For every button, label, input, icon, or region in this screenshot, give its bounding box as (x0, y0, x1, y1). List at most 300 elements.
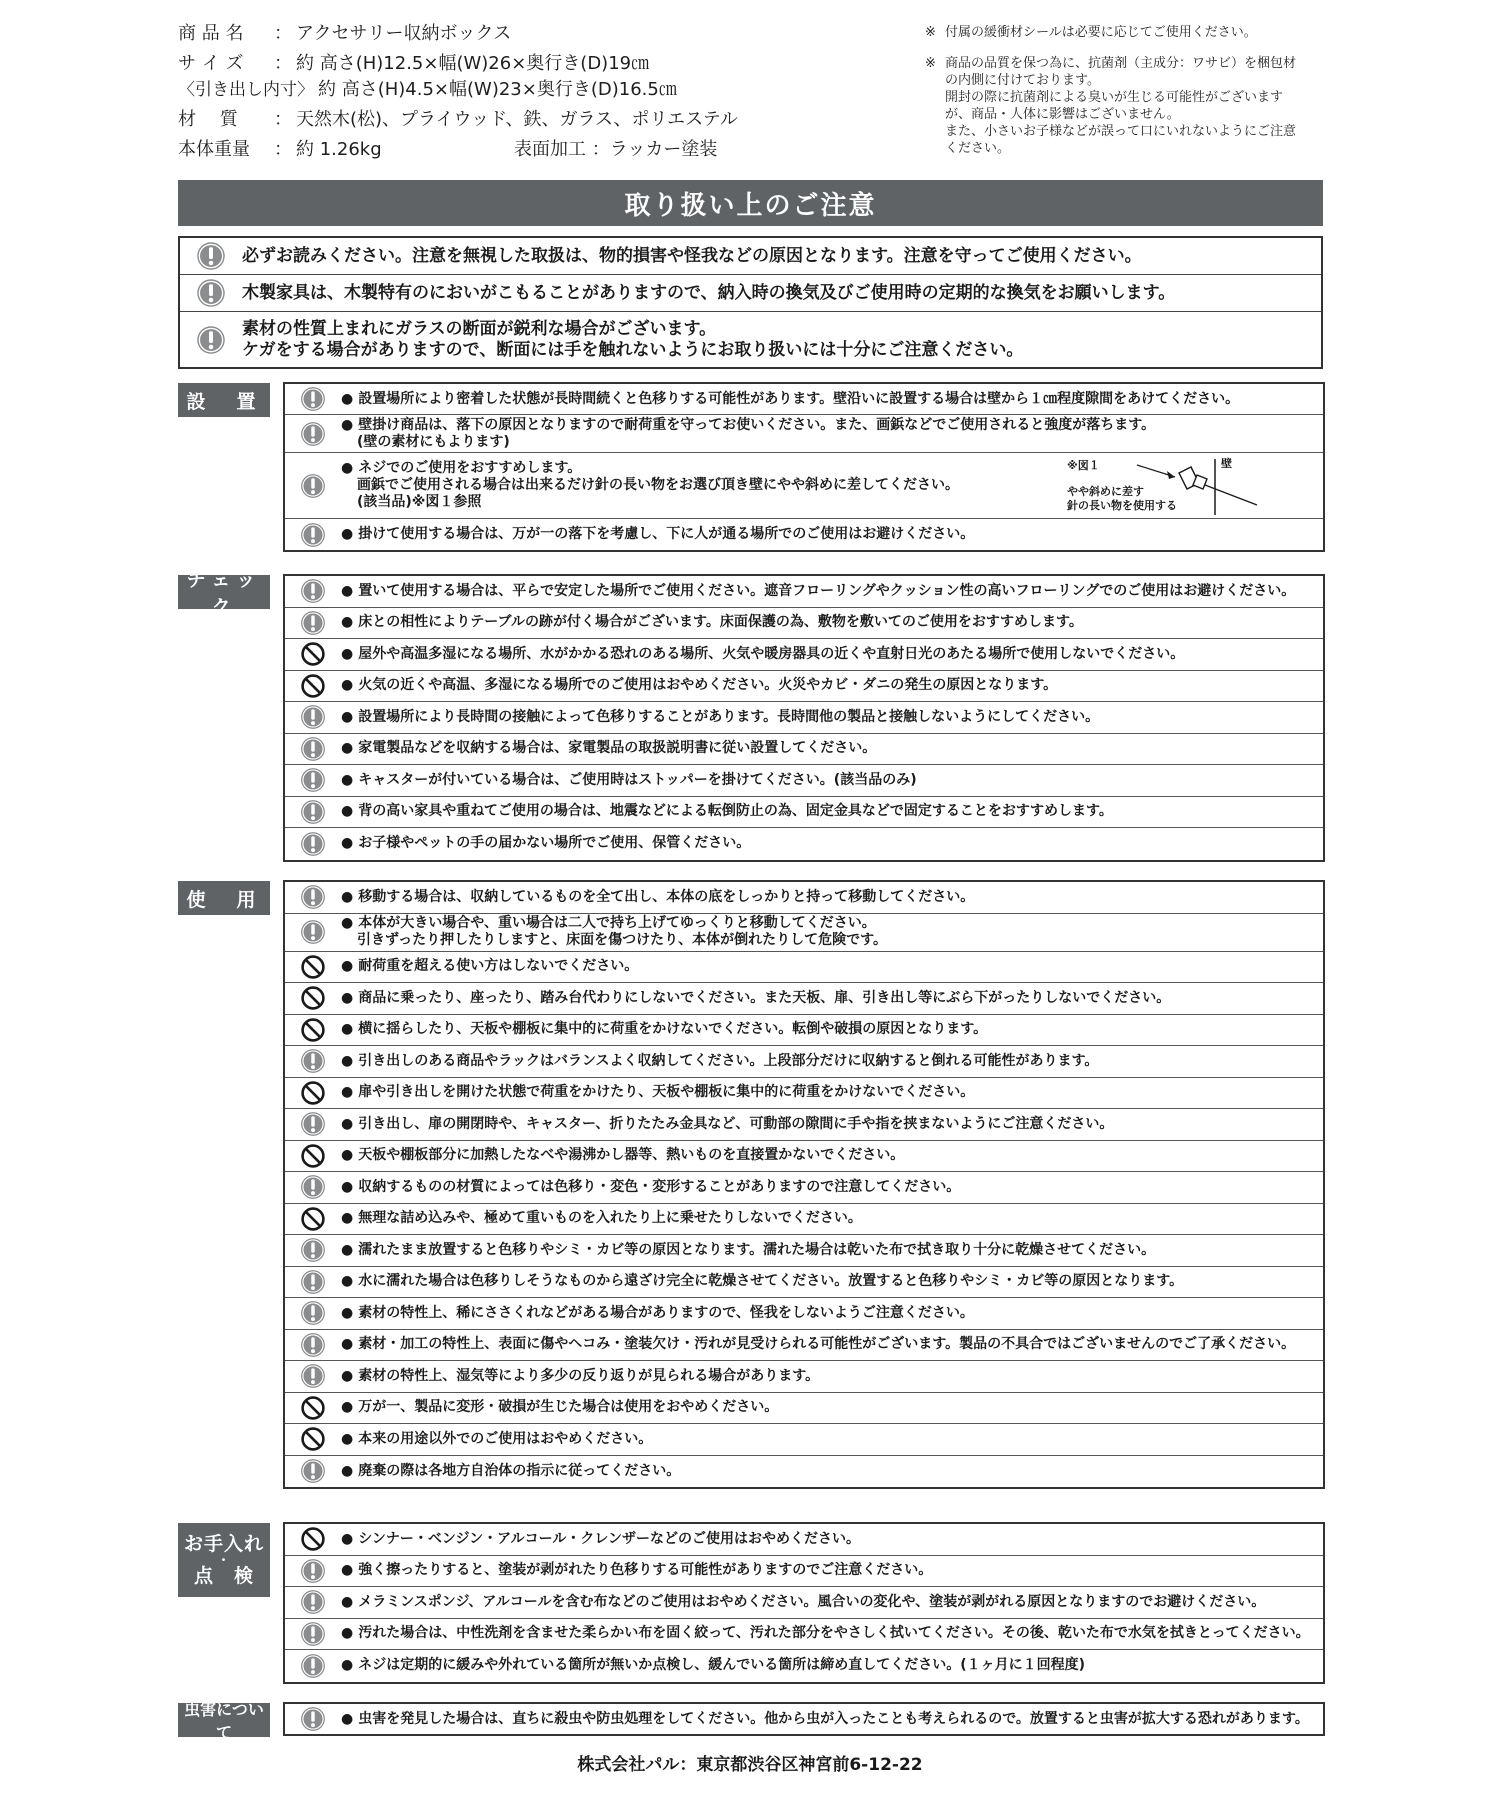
general-caution-text (242, 319, 1023, 361)
caution-item (285, 797, 1323, 829)
prohibited-icon (300, 1426, 326, 1452)
caution-item-text (341, 1179, 960, 1196)
caution-item-line-text: 家電製品などを収納する場合は、家電製品の取扱説明書に従い設置してください。 (358, 740, 877, 757)
caution-item-line-text: (該当品)※図１参照 (357, 494, 482, 510)
bullet: ● (341, 1304, 354, 1321)
bullet: ● (341, 677, 354, 694)
caution-item-line-text: シンナー・ベンジン・アルコール・クレンザーなどのご使用はおやめください。 (358, 1530, 860, 1547)
caution-item (285, 1298, 1323, 1330)
caution-item-line-text: ネジは定期的に緩みや外れている箇所が無いか点検し、緩んでいる箇所は締め直してください。(１ヶ月に１回程度) (358, 1657, 1086, 1674)
caution-item-line-text: 水に濡れた場合は色移りしそうなものから遠ざけ完全に乾燥させてください。放置すると色移りやシミ・カビ等の原因となります。 (358, 1273, 1184, 1290)
bullet: ● (341, 614, 354, 631)
caution-item-line-text: 画鋲でご使用される場合は出来るだけ針の長い物をお選び頂き壁にやや斜めに差してください。 (357, 477, 959, 493)
caution-item-line (341, 1084, 974, 1101)
figure-caption-line: やや斜めに差す (1067, 485, 1144, 498)
caution-icon (300, 1237, 326, 1263)
section-box (283, 1522, 1325, 1684)
item-icon-cell (285, 1706, 341, 1732)
caution-item-line (341, 1210, 862, 1227)
caution-icon (300, 522, 326, 548)
bullet: ● (341, 1210, 354, 1227)
bullet: ● (341, 915, 354, 931)
caution-icon (300, 704, 326, 730)
section-label-text: 点 検 (193, 1565, 254, 1587)
caution-item-line (341, 740, 876, 757)
spec-colon: ： (274, 53, 292, 74)
item-icon-cell (285, 919, 341, 945)
bullet: ● (341, 1052, 354, 1069)
caution-item-text (341, 583, 1295, 600)
caution-icon (196, 278, 226, 308)
bullet: ● (341, 888, 354, 905)
caution-item-line-text: 耐荷重を超える使い方はしないでください。 (358, 958, 639, 975)
spec-value: 約 高さ(H)12.5×幅(W)26×奥行き(D)19㎝ (296, 53, 650, 74)
caution-item-text (341, 646, 1184, 663)
caution-item-line-text: 設置場所により長時間の接触によって色移りすることがあります。長時間他の製品と接触しないようにしてください。 (358, 708, 1100, 725)
caution-item (285, 1172, 1323, 1204)
spec-row (178, 108, 738, 132)
caution-title-bar (178, 180, 1323, 226)
caution-item (285, 1109, 1323, 1141)
bullet: ● (341, 1021, 354, 1038)
caution-item-text (341, 1273, 1183, 1290)
section-box (283, 382, 1325, 552)
item-icon-cell (285, 1426, 341, 1452)
bullet: ● (341, 740, 354, 757)
caution-item-text (341, 1711, 1309, 1728)
spec-value: 約 高さ(H)4.5×幅(W)23×奥行き(D)16.5㎝ (318, 79, 677, 100)
caution-item-line-text: (壁の素材にもよります) (357, 433, 510, 450)
caution-item-text (341, 1242, 1155, 1259)
caution-item-line-text: 本来の用途以外でのご使用はおやめください。 (358, 1430, 653, 1447)
item-icon-cell (285, 1653, 341, 1679)
caution-item (285, 734, 1323, 766)
caution-item-line (341, 494, 959, 511)
caution-item-line-text: 屋外や高温多湿になる場所、水がかかる恐れのある場所、火気や暖房器具の近くや直射日光のあたる場所で使用しないでください。 (358, 645, 1185, 662)
caution-item (285, 1078, 1323, 1110)
bullet: ● (341, 1530, 354, 1547)
note-mark: ※ (925, 56, 936, 71)
note-line: ください。 (945, 141, 1011, 156)
caution-item-line (341, 803, 1113, 820)
section-label-text: 使 用 (186, 888, 262, 911)
caution-item-text (341, 1625, 1310, 1642)
caution-item-line-text: 素材の特性上、稀にささくれなどがある場合がありますので、怪我をしないようご注意ください。 (358, 1304, 974, 1321)
caution-item-line (341, 646, 1184, 663)
section-box (283, 880, 1325, 1489)
general-caution-row (180, 312, 1321, 367)
caution-item (285, 576, 1323, 608)
section-label-text: お手入れ (183, 1533, 264, 1555)
note (925, 24, 1330, 41)
caution-item-line-text: 万が一、製品に変形・破損が生じた場合は使用をおやめください。 (358, 1399, 779, 1416)
caution-item-line (341, 583, 1295, 600)
section-box (283, 1702, 1325, 1736)
caution-item-text (341, 1594, 1265, 1611)
caution-item-text (341, 889, 974, 906)
caution-item-text (341, 958, 638, 975)
caution-item (285, 1524, 1323, 1556)
item-icon-cell (285, 1269, 341, 1295)
prohibited-icon (300, 1206, 326, 1232)
spec-value: 天然木(松)、プライウッド、鉄、ガラス、ポリエステル (296, 109, 738, 130)
caution-item-text (341, 1368, 819, 1385)
caution-icon (300, 1048, 326, 1074)
caution-item (285, 519, 1323, 550)
prohibited-icon (300, 641, 326, 667)
caution-item (285, 1330, 1323, 1362)
caution-item-line-text: 素材・加工の特性上、表面に傷やヘコみ・塗装欠け・汚れが見受けられる可能性がございます。製品の不具合ではございませんのでご了承ください。 (358, 1336, 1296, 1353)
item-icon-cell (285, 522, 341, 548)
note-line: 付属の緩衝材シールは必要に応じてご使用ください。 (945, 25, 1257, 40)
caution-icon (300, 1621, 326, 1647)
item-icon-cell (285, 1558, 341, 1584)
caution-item (285, 765, 1323, 797)
caution-icon (300, 421, 326, 447)
item-icon-cell (285, 1526, 341, 1552)
general-caution-text (242, 246, 1142, 267)
item-icon-cell (285, 1111, 341, 1137)
item-icon-cell (285, 1174, 341, 1200)
caution-icon (300, 736, 326, 762)
caution-item-line-text: 引きずったり押したりしますと、床面を傷つけたり、本体が倒れたりして危険です。 (357, 932, 888, 948)
spec-label: 〈引き出し内寸〉 (178, 80, 314, 100)
caution-item-line (341, 1368, 819, 1385)
item-icon-cell (285, 1017, 341, 1043)
caution-icon (300, 610, 326, 636)
caution-item-line (341, 434, 1155, 451)
caution-item-text (341, 391, 1239, 408)
caution-item-line (341, 1179, 960, 1196)
caution-item-line (341, 460, 959, 477)
item-icon-cell (285, 421, 341, 447)
caution-item-line-text: ネジでのご使用をおすすめします。 (358, 460, 582, 476)
caution-icon (300, 831, 326, 857)
caution-item-line-text: 背の高い家具や重ねてご使用の場合は、地震などによる転倒防止の為、固定金具などで固定することをおすすめします。 (358, 803, 1113, 820)
bullet: ● (341, 1625, 354, 1642)
bullet: ● (341, 645, 354, 662)
caution-item (285, 1141, 1323, 1173)
figure-caption-line: 針の長い物を使用する (1067, 499, 1177, 512)
caution-item-text (341, 1305, 974, 1322)
figure-ref: ※図１ (1067, 459, 1100, 472)
caution-item-text (341, 740, 876, 757)
prohibited-icon (300, 1526, 326, 1552)
item-icon-cell (285, 831, 341, 857)
item-icon-cell (285, 1048, 341, 1074)
caution-item-line (341, 1147, 904, 1164)
caution-item-line (341, 932, 887, 949)
caution-item-line-text: 横に揺らしたり、天板や棚板に集中的に荷重をかけないでください。転倒や破損の原因となります。 (358, 1021, 988, 1038)
caution-icon (300, 884, 326, 910)
caution-item (285, 608, 1323, 640)
item-icon-cell (285, 1332, 341, 1358)
spec-label: 本体重量 (178, 139, 250, 160)
item-icon-cell (285, 1300, 341, 1326)
spec-row (178, 22, 511, 46)
caution-item (285, 384, 1323, 415)
item-icon-cell (285, 736, 341, 762)
caution-item-text (341, 1053, 1098, 1070)
section-label-text: 設 置 (186, 390, 262, 413)
caution-icon (300, 1111, 326, 1137)
bullet: ● (341, 1593, 354, 1610)
general-icon-cell (180, 325, 242, 355)
caution-item-text (341, 1431, 652, 1448)
caution-item-text (341, 1463, 680, 1480)
general-icon-cell (180, 278, 242, 308)
caution-icon (300, 1558, 326, 1584)
spec-colon: ： (274, 139, 292, 160)
section-label (178, 881, 270, 915)
item-icon-cell (285, 610, 341, 636)
caution-item-line-text: 本体が大きい場合や、重い場合は二人で持ち上げてゆっくりと移動してください。 (358, 915, 876, 931)
item-icon-cell (285, 1080, 341, 1106)
caution-item (285, 1587, 1323, 1619)
spec-row (178, 52, 649, 76)
caution-item (285, 828, 1323, 860)
caution-item (285, 1046, 1323, 1078)
prohibited-icon (300, 954, 326, 980)
note-line: が、商品・人体に影響はございません。 (945, 107, 1180, 122)
caution-item-text (341, 709, 1099, 726)
bullet: ● (341, 1562, 354, 1579)
caution-item-line (341, 526, 974, 543)
spec-colon: ： (274, 109, 292, 130)
bullet: ● (341, 390, 354, 407)
item-icon-cell (285, 1363, 341, 1389)
bullet: ● (341, 1273, 354, 1290)
caution-item (285, 1456, 1323, 1488)
section-label (178, 1700, 270, 1742)
caution-icon (300, 1174, 326, 1200)
caution-item-line (341, 1531, 860, 1548)
caution-item (285, 914, 1323, 952)
caution-item-text (341, 1210, 862, 1227)
finish-spec: 表面加工 ：ラッカー塗装 (514, 139, 718, 160)
caution-item (285, 1619, 1323, 1651)
bullet: ● (341, 1367, 354, 1384)
item-icon-cell (285, 1206, 341, 1232)
note-line: 開封の際に抗菌剤による臭いが生じる可能性がございます (945, 90, 1284, 105)
bullet: ● (341, 1430, 354, 1447)
product-notes (925, 24, 1330, 171)
caution-item-line-text: 素材の特性上、湿気等により多少の反り返りが見られる場合があります。 (358, 1367, 820, 1384)
caution-item (285, 1267, 1323, 1299)
item-icon-cell (285, 954, 341, 980)
caution-icon (300, 1706, 326, 1732)
item-icon-cell (285, 1143, 341, 1169)
prohibited-icon (300, 1143, 326, 1169)
note (925, 55, 1330, 157)
caution-item-line-text: 濡れたまま放置すると色移りやシミ・カビ等の原因となります。濡れた場合は乾いた布で拭き取り十分に乾燥させてください。 (358, 1241, 1156, 1258)
caution-item-text (341, 990, 1170, 1007)
caution-item (285, 415, 1323, 453)
caution-item-line (341, 772, 917, 789)
section-box (283, 574, 1325, 862)
caution-item-line-text: 壁掛け商品は、落下の原因となりますので耐荷重を守ってお使いください。また、画鋲などでご使用されると強度が落ちます。 (358, 416, 1156, 433)
caution-item-line (341, 1711, 1309, 1728)
bullet: ● (341, 1241, 354, 1258)
caution-item-line-text: 設置場所により密着した状態が長時間続くと色移りする可能性があります。壁沿いに設置する場合は壁から１㎝程度隙間をあけてください。 (358, 390, 1240, 407)
caution-item-text (341, 835, 750, 852)
caution-item-line (341, 1594, 1265, 1611)
caution-icon (196, 241, 226, 271)
general-caution-line: 木製家具は、木製特有のにおいがこもることがありますので、納入時の換気及びご使用時の定期的な換気をお願いします。 (242, 282, 1176, 303)
caution-item (285, 1235, 1323, 1267)
caution-item-text (341, 1084, 974, 1101)
bullet: ● (341, 1115, 354, 1132)
caution-item-line (341, 1562, 932, 1579)
caution-icon (300, 1300, 326, 1326)
caution-item (285, 671, 1323, 703)
caution-item (285, 1015, 1323, 1047)
item-icon-cell (285, 1395, 341, 1421)
bullet: ● (341, 1399, 354, 1416)
caution-item (285, 882, 1323, 914)
figure-caption (1067, 485, 1177, 513)
caution-item-line-text: 引き出しのある商品やラックはバランスよく収納してください。上段部分だけに収納すると倒れる可能性があります。 (358, 1052, 1099, 1069)
caution-item-line (341, 835, 750, 852)
caution-item-text (341, 1021, 987, 1038)
caution-item-text (341, 772, 917, 789)
caution-item-line (341, 1399, 778, 1416)
bullet: ● (341, 803, 354, 820)
item-icon-cell (285, 386, 341, 412)
item-icon-cell (285, 1458, 341, 1484)
section-label-text: 虫害について (184, 1700, 264, 1742)
bullet: ● (341, 416, 354, 433)
note-line: 商品の品質を保つ為に、抗菌剤（主成分：ワサビ）を梱包材 (945, 56, 1297, 71)
caution-icon (300, 1458, 326, 1484)
caution-item (285, 1424, 1323, 1456)
prohibited-icon (300, 1080, 326, 1106)
caution-item-line-text: 天板や棚板部分に加熱したなべや湯沸かし器等、熱いものを直接置かないでください。 (358, 1147, 905, 1164)
caution-item-text (341, 1531, 860, 1548)
general-caution-text (242, 283, 1175, 304)
caution-item-line (341, 915, 887, 932)
caution-icon (300, 799, 326, 825)
caution-item-line (341, 1053, 1098, 1070)
caution-item (285, 1650, 1323, 1682)
spec-colon: ： (274, 23, 292, 44)
caution-item-text (341, 460, 959, 511)
caution-item-line-text: 虫害を発見した場合は、直ちに殺虫や防虫処理をしてください。他から虫が入ったことも考えられるので。放置すると虫害が拡大する恐れがあります。 (358, 1710, 1309, 1727)
caution-item (285, 702, 1323, 734)
item-icon-cell (285, 673, 341, 699)
caution-icon (196, 325, 226, 355)
item-icon-cell (285, 985, 341, 1011)
general-icon-cell (180, 241, 242, 271)
note-line: の内側に付けております。 (945, 73, 1100, 88)
item-icon-cell (285, 799, 341, 825)
section-label-text: チェック (186, 569, 262, 618)
caution-item-line-text: 汚れた場合は、中性洗剤を含ませた柔らかい布を固く絞って、汚れた部分をやさしく拭いてください。その後、乾いた布で水気を拭きとってください。 (358, 1625, 1310, 1642)
spec-row (178, 138, 718, 162)
bullet: ● (341, 771, 354, 788)
general-caution-box (178, 236, 1323, 369)
page-title: 取り扱い上のご注意 (624, 190, 877, 221)
figure-wall-label: 壁 (1221, 457, 1232, 470)
caution-item-line (341, 1273, 1183, 1290)
caution-item-line (341, 1657, 1085, 1674)
bullet: ● (341, 526, 354, 542)
caution-icon (300, 1269, 326, 1295)
bullet: ● (341, 1084, 354, 1101)
item-icon-cell (285, 1237, 341, 1263)
caution-item-line (341, 709, 1099, 726)
bullet: ● (341, 582, 354, 599)
note-mark: ※ (925, 25, 936, 40)
caution-item (285, 639, 1323, 671)
caution-item-line (341, 417, 1155, 434)
pin-figure (1067, 457, 1317, 517)
caution-item (285, 1556, 1323, 1588)
caution-item-line-text: 収納するものの材質によっては色移り・変色・変形することがありますので注意してください。 (358, 1178, 961, 1195)
caution-item-line (341, 889, 974, 906)
prohibited-icon (300, 673, 326, 699)
caution-item (285, 1204, 1323, 1236)
caution-item-line-text: 床との相性によりテーブルの跡が付く場合がございます。床面保護の為、敷物を敷いてのご使用をおすすめします。 (358, 614, 1083, 631)
caution-item-line-text: 強く擦ったりすると、塗装が剥がれたり色移りする可能性がありますのでご注意ください。 (358, 1562, 933, 1579)
caution-icon (300, 473, 326, 499)
bullet: ● (341, 1462, 354, 1479)
caution-item-line (341, 677, 1057, 694)
caution-item-line (341, 1305, 974, 1322)
caution-item (285, 453, 1323, 519)
bullet: ● (341, 1710, 354, 1727)
caution-item-text (341, 915, 887, 949)
caution-item-text (341, 1116, 1113, 1133)
caution-item-line (341, 990, 1170, 1007)
caution-item-line-text: 掛けて使用する場合は、万が一の落下を考慮し、下に人が通る場所でのご使用はお避けください。 (358, 526, 975, 542)
caution-item-text (341, 614, 1083, 631)
caution-item-text (341, 803, 1113, 820)
caution-item-line (341, 1625, 1310, 1642)
item-icon-cell (285, 641, 341, 667)
caution-item-text (341, 417, 1155, 451)
spec-label: サ イ ズ (178, 53, 244, 74)
caution-item-line-text: 火気の近くや高温、多湿になる場所でのご使用はおやめください。火災やカビ・ダニの発生の原因となります。 (358, 677, 1058, 694)
general-caution-line: ケガをする場合がありますので、断面には手を触れないようにお取り扱いには十分にご注意ください。 (242, 339, 1024, 360)
caution-item-line-text: 引き出し、扉の開閉時や、キャスター、折りたたみ金具など、可動部の隙間に手や指を挟まないようにご注意ください。 (358, 1115, 1114, 1132)
bullet: ● (341, 958, 354, 975)
spec-value: アクセサリー収納ボックス (296, 23, 512, 44)
caution-icon (300, 919, 326, 945)
item-icon-cell (285, 704, 341, 730)
general-caution-line: 必ずお読みください。注意を無視した取扱は、物的損害や怪我などの原因となります。注意を守ってご使用ください。 (242, 245, 1142, 266)
prohibited-icon (300, 985, 326, 1011)
item-icon-cell (285, 767, 341, 793)
item-icon-cell (285, 1621, 341, 1647)
caution-item-line (341, 1242, 1155, 1259)
caution-icon (300, 578, 326, 604)
bullet: ● (341, 708, 354, 725)
caution-item-line-text: 無理な詰め込みや、極めて重いものを入れたり上に乗せたりしないでください。 (358, 1210, 862, 1227)
caution-item (285, 1361, 1323, 1393)
caution-item-text (341, 677, 1057, 694)
prohibited-icon (300, 1017, 326, 1043)
spec-row (178, 78, 677, 102)
bullet: ● (341, 1147, 354, 1164)
caution-icon (300, 386, 326, 412)
bullet: ● (341, 1178, 354, 1195)
prohibited-icon (300, 1395, 326, 1421)
caution-item-text (341, 1562, 932, 1579)
caution-icon (300, 1589, 326, 1615)
caution-item-line-text: キャスターが付いている場合は、ご使用時はストッパーを掛けてください。(該当品のみ) (358, 771, 917, 788)
spec-label: 材 質 (178, 109, 238, 130)
